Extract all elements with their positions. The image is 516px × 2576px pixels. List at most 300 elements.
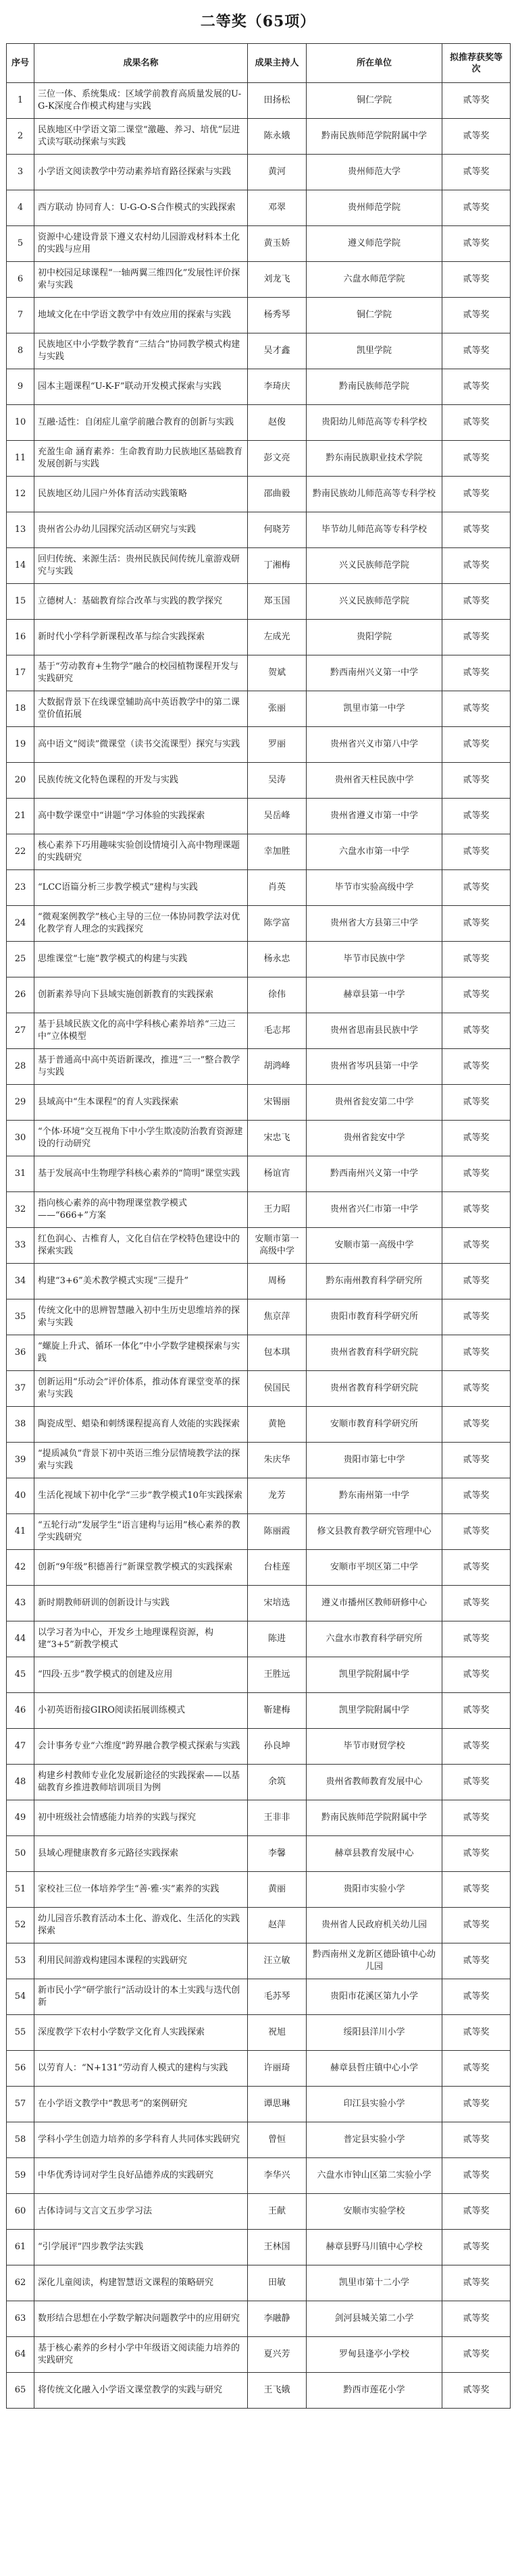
host-name: 包本琪: [248, 1335, 307, 1371]
row-number: 26: [7, 977, 34, 1013]
award-rank: 贰等奖: [442, 548, 511, 584]
row-number: 18: [7, 691, 34, 727]
achievement-name: “微观案例教学”核心主导的三位一体协同教学法对优化教学育人理念的实践探究: [34, 906, 248, 942]
unit-name: 赫章县野马川镇中心学校: [307, 2230, 442, 2265]
host-name: 毛苏琴: [248, 1979, 307, 2015]
table-row: [7, 1443, 511, 1478]
host-name: 侯国民: [248, 1371, 307, 1407]
table-row: [7, 2087, 511, 2122]
achievement-name: 基于普通高中高中英语新课改，推进“三一”整合教学与实践: [34, 1049, 248, 1085]
row-number: 11: [7, 441, 34, 477]
unit-name: 修文县教育教学研究管理中心: [307, 1514, 442, 1550]
host-name: 谭思琳: [248, 2087, 307, 2122]
table-row: [7, 655, 511, 691]
host-name: 陈丽霞: [248, 1514, 307, 1550]
award-rank: 贰等奖: [442, 1657, 511, 1693]
row-number: 45: [7, 1657, 34, 1693]
row-number: 6: [7, 262, 34, 298]
host-name: 朱庆华: [248, 1443, 307, 1478]
row-number: 41: [7, 1514, 34, 1550]
achievement-name: “引学展评”四步教学法实践: [34, 2230, 248, 2265]
award-rank: 贰等奖: [442, 1586, 511, 1621]
unit-name: 遵义师范学院: [307, 226, 442, 262]
host-name: 王飞娥: [248, 2373, 307, 2409]
table-row: [7, 2230, 511, 2265]
row-number: 30: [7, 1121, 34, 1156]
award-rank: 贰等奖: [442, 1371, 511, 1407]
award-rank: 贰等奖: [442, 1872, 511, 1908]
row-number: 53: [7, 1943, 34, 1979]
achievement-name: “LCC语篇分析三步教学模式”建构与实践: [34, 870, 248, 906]
unit-name: 印江县实验小学: [307, 2087, 442, 2122]
row-number: 28: [7, 1049, 34, 1085]
unit-name: 六盘水市教育科学研究所: [307, 1621, 442, 1657]
award-rank: 贰等奖: [442, 1729, 511, 1765]
host-name: 罗丽: [248, 727, 307, 763]
table-row: [7, 1514, 511, 1550]
header-host: 成果主持人: [248, 44, 307, 83]
row-number: 31: [7, 1156, 34, 1192]
achievement-name: “四段·五步”教学模式的创建及应用: [34, 1657, 248, 1693]
table-row: [7, 1693, 511, 1729]
award-rank: 贰等奖: [442, 298, 511, 333]
host-name: 吴才鑫: [248, 333, 307, 369]
unit-name: 毕节幼儿师范高等专科学校: [307, 512, 442, 548]
award-rank: 贰等奖: [442, 727, 511, 763]
award-rank: 贰等奖: [442, 906, 511, 942]
unit-name: 贵阳市第七中学: [307, 1443, 442, 1478]
table-row: [7, 2337, 511, 2373]
table-row: [7, 405, 511, 441]
award-rank: 贰等奖: [442, 477, 511, 512]
award-rank: 贰等奖: [442, 1264, 511, 1299]
row-number: 25: [7, 942, 34, 977]
achievement-name: 县域心理健康教育多元路径实践探索: [34, 1836, 248, 1872]
table-row: [7, 1299, 511, 1335]
achievement-name: 陶瓷成型、蜡染和刺绣课程提高育人效能的实践探索: [34, 1407, 248, 1443]
award-rank: 贰等奖: [442, 691, 511, 727]
achievement-name: “个体·环境”交互视角下中小学生欺凌防治教育资源建设的行动研究: [34, 1121, 248, 1156]
row-number: 64: [7, 2337, 34, 2373]
achievement-name: 民族地区中小学数学教育“三结合”协同教学模式构建与实践: [34, 333, 248, 369]
unit-name: 凯里学院附属中学: [307, 1693, 442, 1729]
unit-name: 黔西市莲花小学: [307, 2373, 442, 2409]
host-name: 邓翠: [248, 190, 307, 226]
achievement-name: 深度教学下农村小学数学文化育人实践探索: [34, 2015, 248, 2051]
host-name: 贺斌: [248, 655, 307, 691]
unit-name: 凯里市第一中学: [307, 691, 442, 727]
host-name: 王非非: [248, 1800, 307, 1836]
row-number: 29: [7, 1085, 34, 1121]
achievement-name: 西方联动 协同育人：U-G-O-S合作模式的实践探索: [34, 190, 248, 226]
host-name: 黄玉娇: [248, 226, 307, 262]
award-rank: 贰等奖: [442, 2373, 511, 2409]
host-name: 杨秀琴: [248, 298, 307, 333]
host-name: 刘龙飞: [248, 262, 307, 298]
unit-name: 黔东南州教育科学研究所: [307, 1264, 442, 1299]
row-number: 24: [7, 906, 34, 942]
host-name: 王献: [248, 2194, 307, 2230]
table-row: [7, 2194, 511, 2230]
award-rank: 贰等奖: [442, 2087, 511, 2122]
award-rank: 贰等奖: [442, 620, 511, 655]
header-no: 序号: [7, 44, 34, 83]
award-rank: 贰等奖: [442, 799, 511, 834]
table-row: [7, 1478, 511, 1514]
row-number: 46: [7, 1693, 34, 1729]
host-name: 吴涛: [248, 763, 307, 799]
table-row: [7, 1836, 511, 1872]
table-row: [7, 1085, 511, 1121]
row-number: 50: [7, 1836, 34, 1872]
award-rank: 贰等奖: [442, 655, 511, 691]
table-row: [7, 977, 511, 1013]
table-row: [7, 1335, 511, 1371]
row-number: 63: [7, 2301, 34, 2337]
award-rank: 贰等奖: [442, 584, 511, 620]
award-rank: 贰等奖: [442, 1514, 511, 1550]
achievement-name: 核心素养下巧用趣味实验创设情境引入高中物理课题的实践研究: [34, 834, 248, 870]
host-name: 靳建梅: [248, 1693, 307, 1729]
table-row: [7, 1049, 511, 1085]
host-name: 王林国: [248, 2230, 307, 2265]
host-name: 陈进: [248, 1621, 307, 1657]
row-number: 14: [7, 548, 34, 584]
achievement-name: 传统文化中的思辨智慧融入初中生历史思维培养的探索与实践: [34, 1299, 248, 1335]
table-row: [7, 691, 511, 727]
award-rank: 贰等奖: [442, 512, 511, 548]
row-number: 37: [7, 1371, 34, 1407]
achievement-name: 基于发展高中生物理学科核心素养的“简明”课堂实践: [34, 1156, 248, 1192]
unit-name: 黔南民族师范学院: [307, 369, 442, 405]
table-row: [7, 155, 511, 190]
achievement-name: 思维课堂“七施”教学模式的构建与实践: [34, 942, 248, 977]
unit-name: 黔东南州第一中学: [307, 1478, 442, 1514]
achievement-name: 初中校园足球课程“一轴两翼三维四化”发展性评价探索与实践: [34, 262, 248, 298]
achievement-name: 学科小学生创造力培养的多学科育人共同体实践研究: [34, 2122, 248, 2158]
unit-name: 凯里学院: [307, 333, 442, 369]
table-row: [7, 441, 511, 477]
unit-name: 贵阳市花溪区第九小学: [307, 1979, 442, 2015]
award-rank: 贰等奖: [442, 977, 511, 1013]
row-number: 43: [7, 1586, 34, 1621]
achievement-name: 互融·适性：自闭症儿童学前融合教育的创新与实践: [34, 405, 248, 441]
table-row: [7, 727, 511, 763]
award-rank: 贰等奖: [442, 1121, 511, 1156]
unit-name: 安顺市第一高级中学: [307, 1228, 442, 1264]
achievement-name: 资源中心建设背景下遵义农村幼儿园游戏材料本土化的实践与应用: [34, 226, 248, 262]
row-number: 2: [7, 119, 34, 155]
award-rank: 贰等奖: [442, 2337, 511, 2373]
table-row: [7, 1192, 511, 1228]
host-name: 宋锡丽: [248, 1085, 307, 1121]
achievement-name: 县域高中“生本课程”的育人实践探索: [34, 1085, 248, 1121]
row-number: 48: [7, 1765, 34, 1800]
award-rank: 贰等奖: [442, 763, 511, 799]
row-number: 22: [7, 834, 34, 870]
host-name: 黄艳: [248, 1407, 307, 1443]
row-number: 60: [7, 2194, 34, 2230]
achievement-name: 小初英语衔接GIRO阅读拓展训练模式: [34, 1693, 248, 1729]
achievement-name: 红色润心、古椎育人，文化自信在学校特色建设中的探索实践: [34, 1228, 248, 1264]
table-row: [7, 512, 511, 548]
award-rank: 贰等奖: [442, 262, 511, 298]
table-row: [7, 1228, 511, 1264]
table-row: [7, 2265, 511, 2301]
achievement-name: 基于“劳动教育+生物学”融合的校园植物课程开发与实践研究: [34, 655, 248, 691]
table-row: [7, 1371, 511, 1407]
row-number: 51: [7, 1872, 34, 1908]
header-unit: 所在单位: [307, 44, 442, 83]
achievement-name: 构建“3+6”美术教学模式实现“三提升”: [34, 1264, 248, 1299]
host-name: 田敏: [248, 2265, 307, 2301]
unit-name: 绥阳县洋川小学: [307, 2015, 442, 2051]
unit-name: 安顺市实验学校: [307, 2194, 442, 2230]
table-header-row: [7, 44, 511, 83]
unit-name: 贵州省兴义市第八中学: [307, 727, 442, 763]
achievement-name: 创新素养导向下县域实施创新教育的实践探索: [34, 977, 248, 1013]
host-name: 宋培选: [248, 1586, 307, 1621]
host-name: 汪立敏: [248, 1943, 307, 1979]
unit-name: 贵州省教育科学研究院: [307, 1371, 442, 1407]
achievement-name: “五轮行动”发展学生“语言建构与运用”核心素养的教学实践研究: [34, 1514, 248, 1550]
award-rank: 贰等奖: [442, 1299, 511, 1335]
unit-name: 贵州师范学院: [307, 190, 442, 226]
award-rank: 贰等奖: [442, 1049, 511, 1085]
unit-name: 贵阳市实验小学: [307, 1872, 442, 1908]
award-rank: 贰等奖: [442, 834, 511, 870]
table-row: [7, 942, 511, 977]
table-row: [7, 870, 511, 906]
unit-name: 安顺市教育科学研究所: [307, 1407, 442, 1443]
unit-name: 遵义市播州区教师研修中心: [307, 1586, 442, 1621]
table-row: [7, 584, 511, 620]
row-number: 27: [7, 1013, 34, 1049]
host-name: 赵俊: [248, 405, 307, 441]
achievement-name: 以学习者为中心，开发乡土地理课程资源，构建“3+5”新教学模式: [34, 1621, 248, 1657]
row-number: 1: [7, 83, 34, 119]
table-row: [7, 477, 511, 512]
achievement-name: 民族地区中学语文第二课堂“激趣、养习、培优”层进式读写联动探索与实践: [34, 119, 248, 155]
table-row: [7, 1156, 511, 1192]
unit-name: 罗甸县逢亭小学校: [307, 2337, 442, 2373]
unit-name: 贵州省天柱民族中学: [307, 763, 442, 799]
table-row: [7, 1729, 511, 1765]
host-name: 李馨: [248, 1836, 307, 1872]
unit-name: 黔南民族师范学院附属中学: [307, 1800, 442, 1836]
table-body: [7, 83, 511, 2409]
host-name: 李华兴: [248, 2158, 307, 2194]
host-name: 李琦庆: [248, 369, 307, 405]
host-name: 龙芳: [248, 1478, 307, 1514]
award-rank: 贰等奖: [442, 1407, 511, 1443]
achievement-name: “螺旋上升式、循环一体化”中小学数学建模探索与实践: [34, 1335, 248, 1371]
host-name: 毛志邦: [248, 1013, 307, 1049]
row-number: 5: [7, 226, 34, 262]
host-name: 何晓芳: [248, 512, 307, 548]
host-name: 台桂莲: [248, 1550, 307, 1586]
row-number: 20: [7, 763, 34, 799]
unit-name: 贵州省兴仁市第一中学: [307, 1192, 442, 1228]
table-row: [7, 1264, 511, 1299]
header-name: 成果名称: [34, 44, 248, 83]
table-row: [7, 2051, 511, 2087]
achievement-name: 基于核心素养的乡村小学中年级语文阅读能力培养的实践研究: [34, 2337, 248, 2373]
achievement-name: 构建乡村教师专业化发展新途径的实践探索——以基础教育乡推进教师培训项目为例: [34, 1765, 248, 1800]
table-row: [7, 2122, 511, 2158]
table-row: [7, 2158, 511, 2194]
unit-name: 贵州省教育科学研究院: [307, 1335, 442, 1371]
award-rank: 贰等奖: [442, 1443, 511, 1478]
unit-name: 六盘水市钟山区第二实验小学: [307, 2158, 442, 2194]
unit-name: 贵州省岑巩县第一中学: [307, 1049, 442, 1085]
unit-name: 黔西南州兴义第一中学: [307, 655, 442, 691]
row-number: 15: [7, 584, 34, 620]
host-name: 陈永娥: [248, 119, 307, 155]
award-rank: 贰等奖: [442, 1335, 511, 1371]
host-name: 黄河: [248, 155, 307, 190]
award-rank: 贰等奖: [442, 1979, 511, 2015]
table-row: [7, 2373, 511, 2409]
table-row: [7, 1943, 511, 1979]
row-number: 39: [7, 1443, 34, 1478]
unit-name: 贵州省教师教育发展中心: [307, 1765, 442, 1800]
achievement-name: 民族传统文化特色课程的开发与实践: [34, 763, 248, 799]
header-rank: 拟推荐获奖等次: [442, 44, 511, 83]
host-name: 陈学富: [248, 906, 307, 942]
award-rank: 贰等奖: [442, 1156, 511, 1192]
host-name: 祝旭: [248, 2015, 307, 2051]
table-row: [7, 1872, 511, 1908]
achievement-name: 贵州省公办幼儿园探究活动区研究与实践: [34, 512, 248, 548]
achievement-name: 新时期教师研训的创新设计与实践: [34, 1586, 248, 1621]
unit-name: 黔西南州义龙新区德卧镇中心幼儿园: [307, 1943, 442, 1979]
award-rank: 贰等奖: [442, 2265, 511, 2301]
host-name: 邵曲毅: [248, 477, 307, 512]
table-row: [7, 1586, 511, 1621]
row-number: 23: [7, 870, 34, 906]
row-number: 13: [7, 512, 34, 548]
row-number: 35: [7, 1299, 34, 1335]
achievement-name: “提质减负”背景下初中英语三维分层情境教学法的探索与实践: [34, 1443, 248, 1478]
achievement-name: 大数据背景下在线课堂辅助高中英语教学中的第二课堂价值拓展: [34, 691, 248, 727]
row-number: 16: [7, 620, 34, 655]
host-name: 李融静: [248, 2301, 307, 2337]
table-row: [7, 1550, 511, 1586]
unit-name: 普定县实验小学: [307, 2122, 442, 2158]
table-row: [7, 2301, 511, 2337]
unit-name: 贵阳学院: [307, 620, 442, 655]
achievement-name: 利用民间游戏构建园本课程的实践研究: [34, 1943, 248, 1979]
award-rank: 贰等奖: [442, 2015, 511, 2051]
award-rank: 贰等奖: [442, 870, 511, 906]
table-row: [7, 226, 511, 262]
unit-name: 贵州师范大学: [307, 155, 442, 190]
achievement-name: 民族地区幼儿园户外体育活动实践策略: [34, 477, 248, 512]
unit-name: 六盘水市第一中学: [307, 834, 442, 870]
table-row: [7, 190, 511, 226]
row-number: 4: [7, 190, 34, 226]
row-number: 36: [7, 1335, 34, 1371]
achievement-name: 小学语文阅读教学中劳动素养培育路径探索与实践: [34, 155, 248, 190]
award-rank: 贰等奖: [442, 1765, 511, 1800]
unit-name: 赫章县教育发展中心: [307, 1836, 442, 1872]
award-rank: 贰等奖: [442, 1800, 511, 1836]
unit-name: 贵阳幼儿师范高等专科学校: [307, 405, 442, 441]
table-row: [7, 1657, 511, 1693]
row-number: 32: [7, 1192, 34, 1228]
host-name: 彭文亮: [248, 441, 307, 477]
unit-name: 黔东南民族职业技术学院: [307, 441, 442, 477]
row-number: 42: [7, 1550, 34, 1586]
table-row: [7, 620, 511, 655]
unit-name: 贵州省瓮安中学: [307, 1121, 442, 1156]
achievement-name: 回归传统、来源生活：贵州民族民间传统儿童游戏研究与实践: [34, 548, 248, 584]
achievement-name: 地域文化在中学语文教学中有效应用的探索与实践: [34, 298, 248, 333]
row-number: 21: [7, 799, 34, 834]
achievement-name: 基于县域民族文化的高中学科核心素养培养“三边三中”立体模型: [34, 1013, 248, 1049]
host-name: 吴岳峰: [248, 799, 307, 834]
achievement-name: 会计事务专业“六维度”跨界融合教学模式探索与实践: [34, 1729, 248, 1765]
host-name: 张丽: [248, 691, 307, 727]
award-rank: 贰等奖: [442, 155, 511, 190]
unit-name: 毕节市财贸学校: [307, 1729, 442, 1765]
host-name: 郑玉国: [248, 584, 307, 620]
unit-name: 赫章县哲庄镇中心小学: [307, 2051, 442, 2087]
row-number: 19: [7, 727, 34, 763]
unit-name: 毕节市民族中学: [307, 942, 442, 977]
award-rank: 贰等奖: [442, 1228, 511, 1264]
unit-name: 黔南民族师范学院附属中学: [307, 119, 442, 155]
award-rank: 贰等奖: [442, 942, 511, 977]
host-name: 夏兴芳: [248, 2337, 307, 2373]
host-name: 胡鸿峰: [248, 1049, 307, 1085]
award-rank: 贰等奖: [442, 1621, 511, 1657]
unit-name: 兴义民族师范学院: [307, 548, 442, 584]
achievement-name: 将传统文化融入小学语文课堂教学的实践与研究: [34, 2373, 248, 2409]
table-row: [7, 2015, 511, 2051]
row-number: 47: [7, 1729, 34, 1765]
awards-table: [6, 43, 511, 2409]
unit-name: 六盘水师范学院: [307, 262, 442, 298]
achievement-name: 高中语文“阅读”微课堂（读书交流课型）探究与实践: [34, 727, 248, 763]
table-row: [7, 1800, 511, 1836]
achievement-name: 创新运用“乐动会”评价体系，推动体育课堂变革的探索与实践: [34, 1371, 248, 1407]
award-rank: 贰等奖: [442, 2194, 511, 2230]
table-row: [7, 83, 511, 119]
award-rank: 贰等奖: [442, 1013, 511, 1049]
unit-name: 凯里市第十二小学: [307, 2265, 442, 2301]
host-name: 焦京萍: [248, 1299, 307, 1335]
award-rank: 贰等奖: [442, 1836, 511, 1872]
achievement-name: 中华优秀诗词对学生良好品德养成的实践研究: [34, 2158, 248, 2194]
row-number: 9: [7, 369, 34, 405]
host-name: 王力昭: [248, 1192, 307, 1228]
table-row: [7, 333, 511, 369]
table-row: [7, 1621, 511, 1657]
row-number: 61: [7, 2230, 34, 2265]
host-name: 左成光: [248, 620, 307, 655]
table-row: [7, 1407, 511, 1443]
host-name: 幸加胜: [248, 834, 307, 870]
table-row: [7, 1908, 511, 1943]
host-name: 安顺市第一高级中学: [248, 1228, 307, 1264]
achievement-name: 新时代小学科学新课程改革与综合实践探索: [34, 620, 248, 655]
award-rank: 贰等奖: [442, 1693, 511, 1729]
achievement-name: 深化儿童阅读，构建智慧语文课程的策略研究: [34, 2265, 248, 2301]
award-rank: 贰等奖: [442, 119, 511, 155]
unit-name: 赫章县第一中学: [307, 977, 442, 1013]
